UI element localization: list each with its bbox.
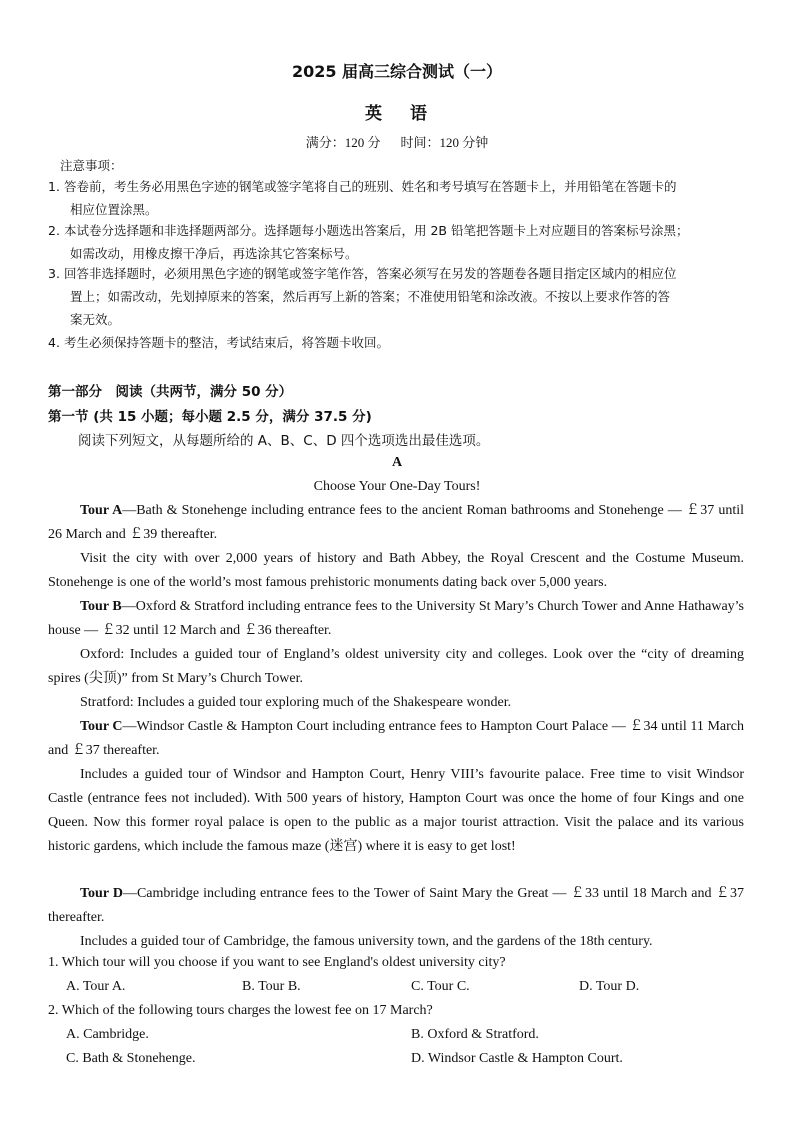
paragraph-text: —Cambridge including entrance fees to the Tower of Saint Mary the Great — ￡33 until 18 March and ￡37 thereafter. — [48, 886, 744, 925]
paragraph-text: Visit the city with over 2,000 years of history and Bath Abbey, the Royal Crescent and the Costume Museum. Stonehenge is one of the world’s most famous prehistoric monuments dating back over 5,000 years. — [48, 551, 744, 590]
passage-paragraph — [48, 595, 744, 643]
passage-title: Choose Your One-Day Tours! — [313, 479, 481, 494]
passage-paragraph — [48, 547, 744, 595]
question-stem: 2. Which of the following tours charges the lowest fee on 17 March? — [48, 1003, 433, 1018]
section-instruction: 阅读下列短文，从每题所给的 A、B、C、D 四个选项选出最佳选项。 — [78, 433, 490, 449]
exam-meta — [0, 132, 794, 151]
paragraph-text: —Windsor Castle & Hampton Court including entrance fees to Hampton Court Palace — ￡34 until 11 March and ￡37 thereafter. — [48, 719, 744, 758]
paragraph-text: —Bath & Stonehenge including entrance fees to the ancient Roman bathrooms and Stonehenge — ￡37 until 26 March and ￡39 thereafter. — [48, 503, 744, 542]
note-item — [48, 262, 748, 331]
paragraph-text: Includes a guided tour of Cambridge, the famous university town, and the gardens of the 18th century. — [80, 934, 653, 949]
passage-paragraph — [48, 715, 744, 763]
full-score: 满分：120 分 — [305, 135, 381, 150]
answer-option[interactable]: D. Windsor Castle & Hampton Court. — [411, 1051, 623, 1066]
passage-paragraph — [48, 930, 744, 954]
exam-title: 2025 届高三综合测试（一） — [291, 62, 503, 81]
tour-label: Tour B — [80, 599, 122, 614]
passage-paragraph — [48, 643, 744, 691]
note-line: 本试卷分选择题和非选择题两部分。选择题每小题选出答案后，用 2B 铅笔把答题卡上对应题目的答案标号涂黑； — [64, 223, 689, 238]
tour-label: Tour D — [80, 886, 123, 901]
paragraph-text: Oxford: Includes a guided tour of England’s oldest university city and colleges. Look over the “city of dreaming spires (尖顶)” from St Mary’s Church Tower. — [48, 647, 744, 686]
answer-option[interactable]: C. Tour C. — [411, 979, 470, 994]
note-line: 考生必须保持答题卡的整洁，考试结束后，将答题卡收回。 — [64, 335, 390, 350]
note-line: 如需改动，用橡皮擦干净后，再选涂其它答案标号。 — [70, 246, 358, 261]
note-number: 3. — [48, 266, 60, 281]
passage-paragraph — [48, 691, 744, 715]
note-item — [48, 331, 748, 354]
subject-char-2: 语 — [410, 104, 429, 123]
subject-char-1: 英 — [365, 104, 384, 123]
tour-label: Tour A — [80, 503, 123, 518]
answer-option[interactable]: D. Tour D. — [579, 979, 640, 994]
note-line: 回答非选择题时，必须用黑色字迹的钢笔或签字笔作答，答案必须写在另发的答题卷各题目指定区域内的相应位 — [64, 266, 677, 281]
exam-time: 时间：120 分钟 — [400, 135, 489, 150]
passage-letter: A — [391, 455, 403, 470]
question-stem: 1. Which tour will you choose if you want to see England's oldest university city? — [48, 955, 506, 970]
subject-heading — [0, 99, 794, 124]
paragraph-text: Stratford: Includes a guided tour exploring much of the Shakespeare wonder. — [80, 695, 512, 710]
note-item — [48, 219, 748, 265]
answer-option[interactable]: B. Oxford & Stratford. — [411, 1027, 539, 1042]
passage-paragraph — [48, 763, 744, 859]
paragraph-text: —Oxford & Stratford including entrance fees to the University St Mary’s Church Tower and Anne Hathaway’s house — ￡32 until 12 March and ￡36 thereafter. — [48, 599, 745, 638]
tour-label: Tour C — [80, 719, 123, 734]
note-line: 案无效。 — [70, 312, 121, 327]
notes-title: 注意事项： — [60, 158, 123, 173]
answer-option[interactable]: A. Tour A. — [66, 979, 126, 994]
paragraph-text: Includes a guided tour of Windsor and Hampton Court, Henry VIII’s favourite palace. Free time to visit Windsor Castle (entrance fees not included). With 500 years of history, Hampton Court was once the home of four Kings and one Queen. Now this former royal palace is open to the public as a major tourist attraction. Visit the palace and its various historic gardens, which include the famous maze (迷宫) where it is easy to get lost! — [48, 767, 744, 854]
note-number: 4. — [48, 335, 60, 350]
passage-paragraph — [48, 499, 744, 547]
answer-option[interactable]: B. Tour B. — [242, 979, 301, 994]
passage-paragraph — [48, 882, 744, 930]
answer-option[interactable]: A. Cambridge. — [66, 1027, 149, 1042]
note-line: 答卷前，考生务必用黑色字迹的钢笔或签字笔将自己的班别、姓名和考号填写在答题卡上，并用铅笔在答题卡的 — [64, 179, 677, 194]
note-item — [48, 175, 748, 221]
part-heading: 第一部分 阅读（共两节，满分 50 分） — [48, 384, 293, 400]
answer-option[interactable]: C. Bath & Stonehenge. — [66, 1051, 196, 1066]
note-line: 相应位置涂黑。 — [70, 202, 158, 217]
section-heading: 第一节 (共 15 小题；每小题 2.5 分，满分 37.5 分) — [48, 409, 372, 425]
note-number: 1. — [48, 179, 60, 194]
note-line: 置上；如需改动，先划掉原来的答案，然后再写上新的答案；不准使用铅笔和涂改液。不按以上要求作答的答 — [70, 289, 671, 304]
note-number: 2. — [48, 223, 60, 238]
